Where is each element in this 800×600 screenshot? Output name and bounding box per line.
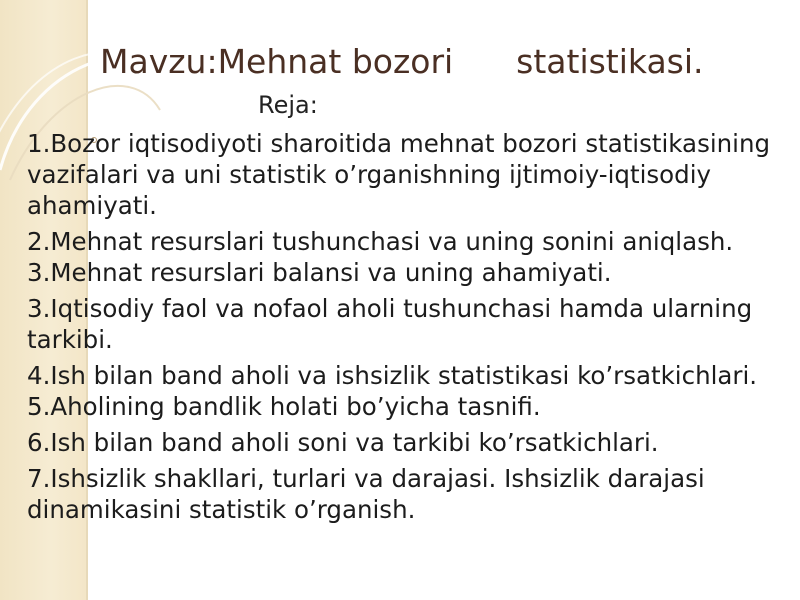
plan-list (27, 128, 787, 530)
plan-item: 4.Ish bilan band aholi va ishsizlik statistikasi ko’rsatkichlari. 5.Aholining bandlik holati bo’yicha tasnifi. (27, 361, 758, 421)
plan-item: 6.Ish bilan band aholi soni va tarkibi ko’rsatkichlari. (27, 428, 659, 457)
plan-item: 7.Ishsizlik shakllari, turlari va darajasi. Ishsizlik darajasi dinamikasini statistik o’rganish. (27, 464, 705, 524)
slide-title: Mavzu:Mehnat bozori statistikasi. (100, 42, 704, 81)
plan-item: 2.Mehnat resurslari tushunchasi va uning sonini aniqlash. 3.Mehnat resurslari balansi va uning ahamiyati. (27, 227, 734, 287)
plan-item: 3.Iqtisodiy faol va nofaol aholi tushunchasi hamda ularning tarkibi. (27, 294, 753, 354)
slide-subtitle: Reja: (258, 91, 318, 119)
plan-item: 1.Bozor iqtisodiyoti sharoitida mehnat bozori statistikasining vazifalari va uni statistik o’rganishning ijtimoiy-iqtisodiy ahamiyati. (27, 129, 771, 220)
